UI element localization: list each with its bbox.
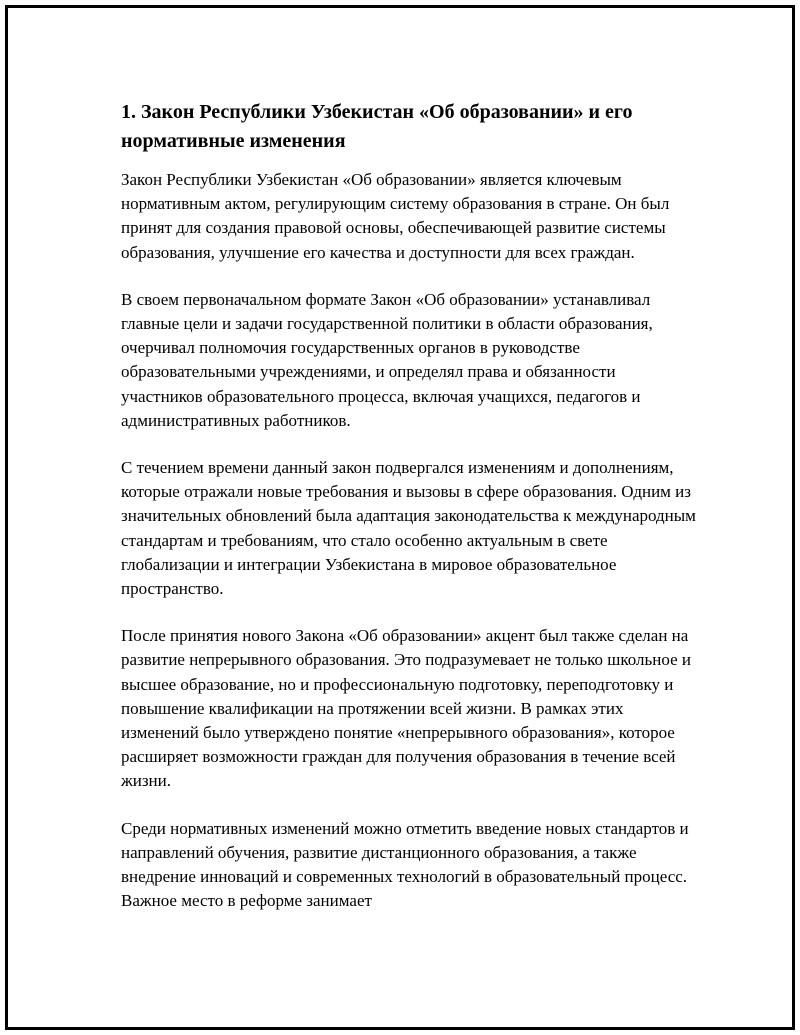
paragraph-2: В своем первоначальном формате Закон «Об образовании» устанавливал главные цели и задачи государственной политики в области образования, очерчивал полномочия государственных органов в руководстве образовательными учреждениями, и определял права и обязанности участников образовательного процесса, включая учащихся, педагогов и административных работников. — [121, 289, 653, 430]
paragraph-1: Закон Республики Узбекистан «Об образовании» является ключевым нормативным актом, регулирующим систему образования в стране. Он был принят для создания правовой основы, обеспечивающей развитие системы образования, улучшение его качества и доступности для всех граждан. — [121, 170, 670, 262]
section-heading: 1. Закон Республики Узбекистан «Об образовании» и его нормативные изменения — [121, 101, 633, 152]
paragraph-4: После принятия нового Закона «Об образовании» акцент был также сделан на развитие непрерывного образования. Это подразумевает не только школьное и высшее образование, но и профессиональную подготовку, переподготовку и повышение квалификации на протяжении всей жизни. В рамках этих изменений было утверждено понятие «непрерывного образования», которое расширяет возможности граждан для получения образования в течение всей жизни. — [121, 626, 691, 791]
document-body — [121, 98, 701, 936]
paragraph-5: Среди нормативных изменений можно отметить введение новых стандартов и направлений обучения, развитие дистанционного образования, а также внедрение инноваций и современных технологий в образовательный процесс. Важное место в реформе занимает — [121, 818, 689, 911]
page-frame — [5, 5, 795, 1030]
paragraph-3: С течением времени данный закон подвергался изменениям и дополнениям, которые отражали новые требования и вызовы в сфере образования. Одним из значительных обновлений была адаптация законодательства к международным стандартам и требованиям, что стало особенно актуальным в свете глобализации и интеграции Узбекистана в мировое образовательное пространство. — [121, 458, 696, 599]
